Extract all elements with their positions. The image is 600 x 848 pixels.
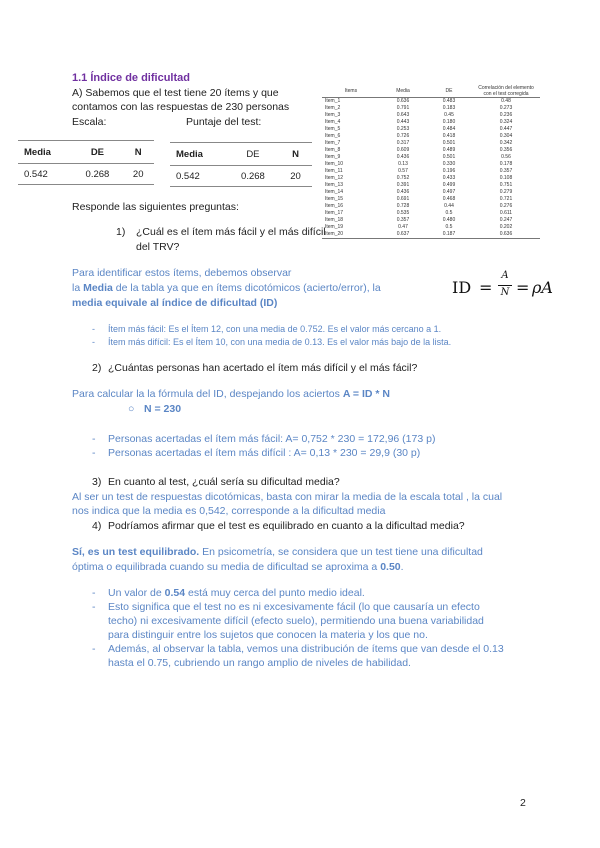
- item-media-cell: 0.436: [396, 154, 410, 160]
- item-row: [322, 203, 540, 210]
- a1-bullet-hard: - Ítem más difícil: Es el Ítem 10, con una media de 0.13. Es el valor más bajo de la lista.: [92, 336, 451, 349]
- item-de-cell: 0.187: [426, 231, 472, 239]
- item-row: [322, 105, 540, 112]
- item-row: [322, 133, 540, 140]
- item-media-cell: 0.47: [398, 224, 408, 230]
- item-media-cell: 0.609: [396, 147, 410, 153]
- item-media-cell: 0.691: [396, 196, 410, 202]
- item-header-correlation: Correlación del elemento con el test corregida: [472, 84, 540, 98]
- item-media-cell: 0.636: [396, 98, 410, 104]
- item-row: [322, 224, 540, 231]
- item-media-cell: 0.643: [396, 112, 410, 118]
- a1-line-3: media equivale al índice de dificultad (ID): [72, 297, 278, 309]
- item-media-cell: 0.535: [396, 210, 410, 216]
- a1-media-bold: Media: [83, 282, 113, 294]
- item-header-items: Items: [322, 84, 380, 98]
- item-de-cell: 0.5: [445, 224, 453, 230]
- item-stats-table: [322, 84, 540, 239]
- item-name-cell: Item_8: [325, 147, 341, 153]
- item-correlation-cell: 0.48: [501, 98, 511, 104]
- item-correlation-cell: 0.273: [499, 105, 513, 111]
- item-name-cell: Item_16: [325, 203, 344, 209]
- item-name-cell: Item_2: [325, 105, 341, 111]
- item-header-media: Media: [380, 84, 426, 98]
- item-name-cell: Item_20: [322, 231, 380, 239]
- q1-line-1: ¿Cuál es el ítem más fácil y el más difícil: [136, 226, 326, 238]
- escala-n-value: 20: [122, 164, 154, 185]
- item-row: [322, 175, 540, 182]
- puntaje-header-de: DE: [227, 143, 279, 166]
- a4-line-2-bold: 0.50: [380, 561, 401, 573]
- item-correlation-cell: 0.356: [499, 147, 513, 153]
- a2-bullet-easy: - Personas acertadas el ítem más fácil: A= 0,752 * 230 = 172,96 (173 p): [92, 432, 435, 446]
- a1-line-2-post: de la tabla ya que en ítems dicotómicos (acierto/error), la: [112, 282, 381, 294]
- item-correlation-cell: 0.636: [472, 231, 540, 239]
- page-number: 2: [520, 797, 526, 809]
- formula-numerator: A: [501, 270, 509, 281]
- escala-table: [18, 140, 154, 185]
- a2-bullet-hard: - Personas acertadas el ítem más difícil : A= 0,13 * 230 = 29,9 (30 p): [92, 446, 435, 460]
- item-correlation-cell: 0.357: [499, 168, 513, 174]
- item-correlation-cell: 0.202: [499, 224, 513, 230]
- item-de-cell: 0.44: [444, 203, 454, 209]
- a4-bullet-1: [92, 586, 504, 600]
- item-de-cell: 0.484: [442, 126, 456, 132]
- item-de-cell: 0.183: [442, 105, 456, 111]
- item-name-cell: Item_9: [325, 154, 341, 160]
- item-correlation-cell: 0.324: [499, 119, 513, 125]
- item-row: [322, 168, 540, 175]
- item-correlation-cell: 0.56: [501, 154, 511, 160]
- item-correlation-cell: 0.178: [499, 161, 513, 167]
- item-correlation-cell: 0.447: [499, 126, 513, 132]
- a3-line-1: Al ser un test de respuestas dicotómicas, basta con mirar la media de la escala total , la cual: [72, 491, 503, 503]
- a4-line-2-end: .: [400, 561, 404, 573]
- escala-header-de: DE: [72, 141, 122, 164]
- a2-sub-bullet: ○: [128, 403, 135, 415]
- item-correlation-cell: 0.247: [499, 217, 513, 223]
- item-correlation-cell: 0.304: [499, 133, 513, 139]
- item-media-cell: 0.253: [396, 126, 410, 132]
- item-de-cell: 0.433: [442, 175, 456, 181]
- intro-line-1: A) Sabemos que el test tiene 20 ítems y que: [72, 87, 279, 99]
- item-name-cell: Item_7: [325, 140, 341, 146]
- item-media-cell: 0.317: [396, 140, 410, 146]
- a2-sub-text: N = 230: [144, 403, 182, 415]
- item-row: [322, 112, 540, 119]
- a3-line-2: nos indica que la media es 0,542, corresponde a la dificultad media: [72, 505, 386, 517]
- a4-b1-pre: Un valor de: [108, 587, 165, 599]
- a1-line-2: [72, 281, 381, 295]
- a1-line-2-pre: la: [72, 282, 84, 294]
- item-name-cell: Item_5: [325, 126, 341, 132]
- item-de-cell: 0.501: [442, 154, 456, 160]
- a4-b1-post: está muy cerca del punto medio ideal.: [185, 587, 365, 599]
- q2-text: ¿Cuántas personas han acertado el ítem más difícil y el más fácil?: [108, 362, 418, 374]
- a4-b2-line-3: para distinguir entre los sujetos que conocen la materia y los que no.: [108, 629, 428, 641]
- a4-b3-line-2: hasta el 0.75, cubriendo un rango amplio de niveles de habilidad.: [108, 657, 411, 669]
- a4-line-2-pre: óptima o equilibrada cuando su media de dificultad se aproxima a: [72, 561, 381, 573]
- item-de-cell: 0.196: [442, 168, 456, 174]
- item-name-cell: Item_18: [325, 217, 344, 223]
- item-media-cell: 0.637: [380, 231, 426, 239]
- a4-b3-line-1: - Además, al observar la tabla, vemos una distribución de ítems que van desde el 0.13: [108, 643, 504, 655]
- item-de-cell: 0.180: [442, 119, 456, 125]
- item-media-cell: 0.391: [396, 182, 410, 188]
- item-correlation-cell: 0.611: [499, 210, 513, 216]
- questions-prompt: Responde las siguientes preguntas:: [72, 201, 239, 213]
- q3-number: 3): [92, 476, 102, 488]
- a4-line-1-post: En psicometría, se considera que un test tiene una dificultad: [199, 546, 483, 558]
- a1-bullet-easy: - Ítem más fácil: Es el Ítem 12, con una media de 0.752. Es el valor más cercano a 1.: [92, 323, 451, 336]
- item-media-cell: 0.57: [398, 168, 408, 174]
- item-name-cell: Item_11: [325, 168, 343, 174]
- a4-line-2: [72, 560, 404, 574]
- item-de-cell: 0.483: [442, 98, 456, 104]
- item-name-cell: Item_6: [325, 133, 341, 139]
- item-media-cell: 0.726: [396, 133, 410, 139]
- item-name-cell: Item_17: [325, 210, 344, 216]
- item-correlation-cell: 0.108: [499, 175, 513, 181]
- puntaje-de-value: 0.268: [227, 166, 279, 187]
- item-media-cell: 0.728: [396, 203, 410, 209]
- a4-b2-line-1: - Esto significa que el test no es ni excesivamente fácil (lo que causaría un efecto: [108, 601, 480, 613]
- item-row: [322, 210, 540, 217]
- item-name-cell: Item_1: [325, 98, 341, 104]
- puntaje-table: [170, 142, 312, 187]
- a4-line-1: [72, 545, 483, 559]
- a4-b1-bold: 0.54: [164, 587, 186, 599]
- formula-eq-2: =: [516, 278, 530, 297]
- item-row: [322, 98, 540, 106]
- item-de-cell: 0.418: [442, 133, 456, 139]
- item-media-cell: 0.443: [396, 119, 410, 125]
- item-correlation-cell: 0.342: [499, 140, 513, 146]
- q2-number: 2): [92, 362, 102, 374]
- item-de-cell: 0.330: [442, 161, 456, 167]
- item-name-cell: Item_3: [325, 112, 341, 118]
- puntaje-label: Puntaje del test:: [186, 116, 262, 128]
- formula-lhs: ID: [452, 278, 472, 297]
- item-de-cell: 0.45: [444, 112, 454, 118]
- item-name-cell: Item_15: [325, 196, 344, 202]
- item-media-cell: 0.752: [396, 175, 410, 181]
- a4-b2-line-2: techo) ni excesivamente difícil (efecto suelo), permitiendo una buena variabilidad: [108, 615, 484, 627]
- item-de-cell: 0.5: [445, 210, 453, 216]
- id-formula: [452, 270, 552, 304]
- item-correlation-cell: 0.279: [499, 189, 513, 195]
- item-de-cell: 0.497: [442, 189, 456, 195]
- formula-eq-1: =: [479, 278, 493, 297]
- item-row: [322, 147, 540, 154]
- a2-bullet-list: [92, 432, 435, 460]
- item-correlation-cell: 0.276: [499, 203, 513, 209]
- item-correlation-cell: 0.721: [499, 196, 513, 202]
- intro-line-2: contamos con las respuestas de 230 personas: [72, 101, 290, 113]
- q4-number: 4): [92, 520, 102, 532]
- q1-number: 1): [116, 226, 126, 238]
- a4-bullet-3: [92, 642, 504, 670]
- a2-formula-bold: A = ID * N: [342, 388, 390, 400]
- item-row: [322, 231, 540, 239]
- a1-bullet-list: [92, 323, 451, 349]
- formula-rhs: ρA: [532, 278, 553, 297]
- item-name-cell: Item_14: [325, 189, 344, 195]
- item-name-cell: Item_4: [325, 119, 341, 125]
- a2-line-1: [72, 387, 390, 401]
- a4-bullet-list: [92, 586, 504, 670]
- puntaje-n-value: 20: [279, 166, 312, 187]
- puntaje-header-n: N: [279, 143, 312, 166]
- a4-bold-answer: Sí, es un test equilibrado.: [72, 546, 200, 558]
- a4-bullet-2: [92, 600, 504, 642]
- item-media-cell: 0.791: [396, 105, 410, 111]
- escala-header-n: N: [122, 141, 154, 164]
- item-row: [322, 119, 540, 126]
- item-de-cell: 0.499: [442, 182, 456, 188]
- a2-line-1-pre: Para calcular la la fórmula del ID, despejando los aciertos: [72, 388, 343, 400]
- item-name-cell: Item_13: [325, 182, 344, 188]
- puntaje-header-media: Media: [170, 143, 227, 166]
- item-media-cell: 0.13: [398, 161, 408, 167]
- escala-media-value: 0.542: [18, 164, 72, 185]
- item-row: [322, 196, 540, 203]
- item-de-cell: 0.480: [442, 217, 456, 223]
- puntaje-media-value: 0.542: [170, 166, 227, 187]
- item-media-cell: 0.357: [396, 217, 410, 223]
- q4-text: Podríamos afirmar que el test es equilibrado en cuanto a la dificultad media?: [108, 520, 465, 532]
- formula-fraction-bar: [498, 285, 512, 286]
- item-row: [322, 126, 540, 133]
- item-row: [322, 217, 540, 224]
- a1-line-1: Para identificar estos ítems, debemos observar: [72, 267, 292, 279]
- item-name-cell: Item_12: [325, 175, 344, 181]
- item-row: [322, 140, 540, 147]
- item-de-cell: 0.501: [442, 140, 456, 146]
- escala-de-value: 0.268: [72, 164, 122, 185]
- q1-line-2: del TRV?: [136, 241, 180, 253]
- item-row: [322, 182, 540, 189]
- item-de-cell: 0.468: [442, 196, 456, 202]
- item-name-cell: Item_19: [325, 224, 344, 230]
- item-header-de: DE: [426, 84, 472, 98]
- formula-denominator: N: [500, 287, 510, 298]
- item-row: [322, 161, 540, 168]
- section-title: 1.1 Índice de dificultad: [72, 72, 190, 84]
- item-name-cell: Item_10: [325, 161, 344, 167]
- escala-label: Escala:: [72, 116, 107, 128]
- item-de-cell: 0.489: [442, 147, 456, 153]
- item-row: [322, 154, 540, 161]
- item-correlation-cell: 0.751: [499, 182, 513, 188]
- escala-header-media: Media: [18, 141, 72, 164]
- q3-text: En cuanto al test, ¿cuál sería su dificultad media?: [108, 476, 340, 488]
- item-correlation-cell: 0.236: [499, 112, 513, 118]
- item-media-cell: 0.436: [396, 189, 410, 195]
- item-row: [322, 189, 540, 196]
